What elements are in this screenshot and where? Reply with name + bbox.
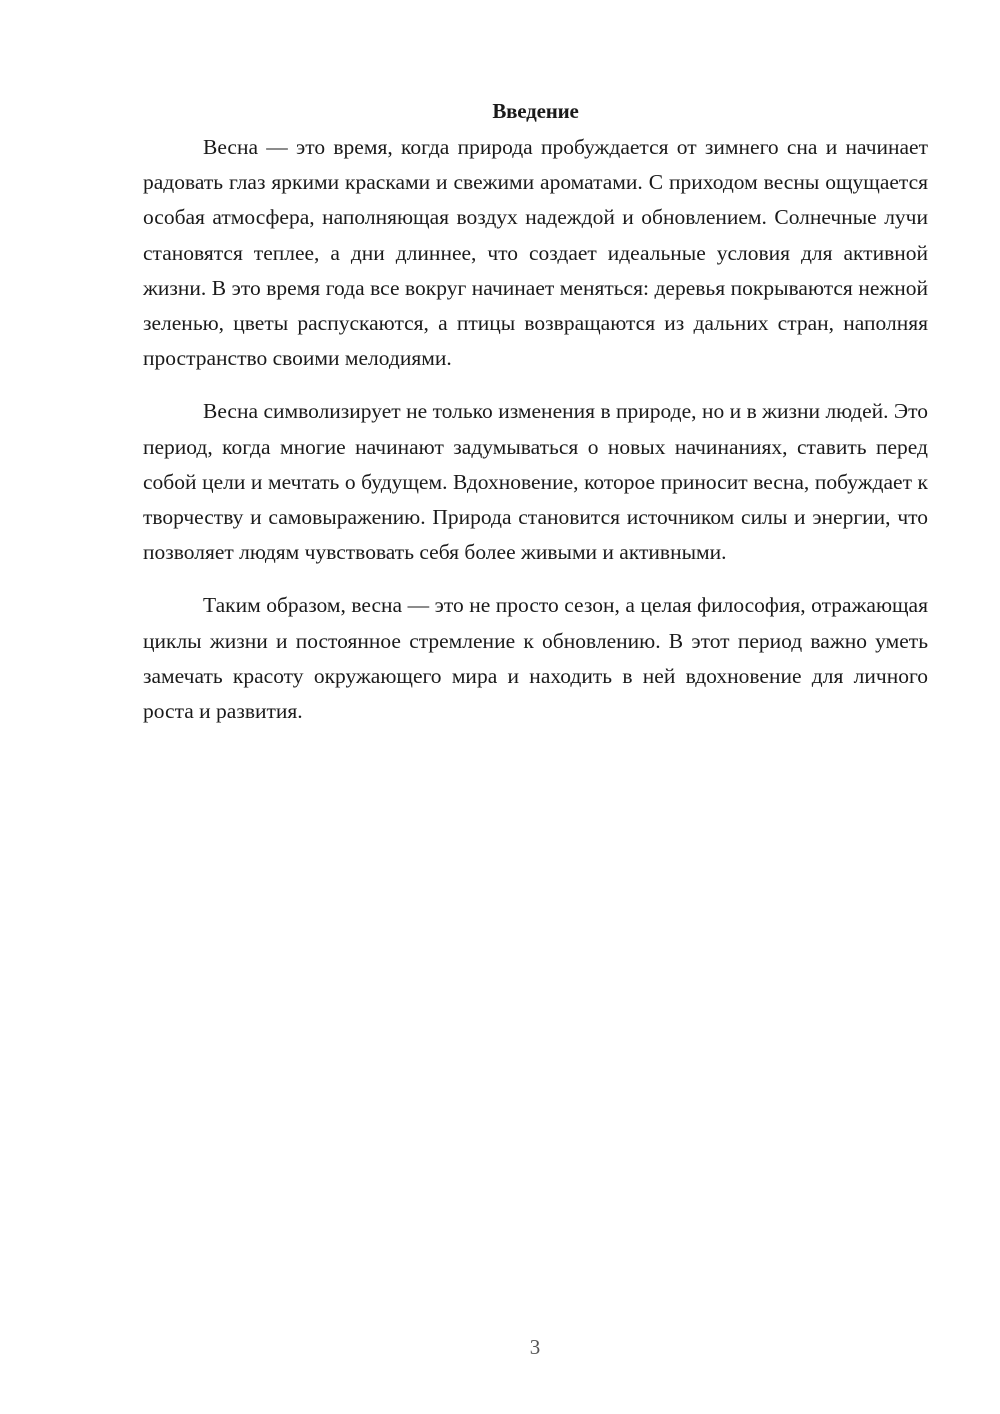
paragraph-3: Таким образом, весна — это не просто сезон, а целая философия, отражающая циклы жизни и постоянное стремление к обновлению. В этот период важно уметь замечать красоту окружающего мира и находить в ней вдохновение для личного роста и развития. xyxy=(143,593,928,724)
page-number: 3 xyxy=(529,1335,541,1359)
document-body xyxy=(143,96,928,729)
paragraph-2: Весна символизирует не только изменения в природе, но и в жизни людей. Это период, когда многие начинают задумываться о новых начинаниях, ставить перед собой цели и мечтать о будущем. Вдохновение, которое приносит весна, побуждает к творчеству и самовыражению. Природа становится источником силы и энергии, что позволяет людям чувствовать себя более живыми и активными. xyxy=(143,399,928,565)
section-heading: Введение xyxy=(492,99,579,123)
paragraph-1: Весна — это время, когда природа пробуждается от зимнего сна и начинает радовать глаз яркими красками и свежими ароматами. С приходом весны ощущается особая атмосфера, наполняющая воздух надеждой и обновлением. Солнечные лучи становятся теплее, а дни длиннее, что создает идеальные условия для активной жизни. В это время года все вокруг начинает меняться: деревья покрываются нежной зеленью, цветы распускаются, а птицы возвращаются из дальних стран, наполняя пространство своими мелодиями. xyxy=(143,135,928,371)
